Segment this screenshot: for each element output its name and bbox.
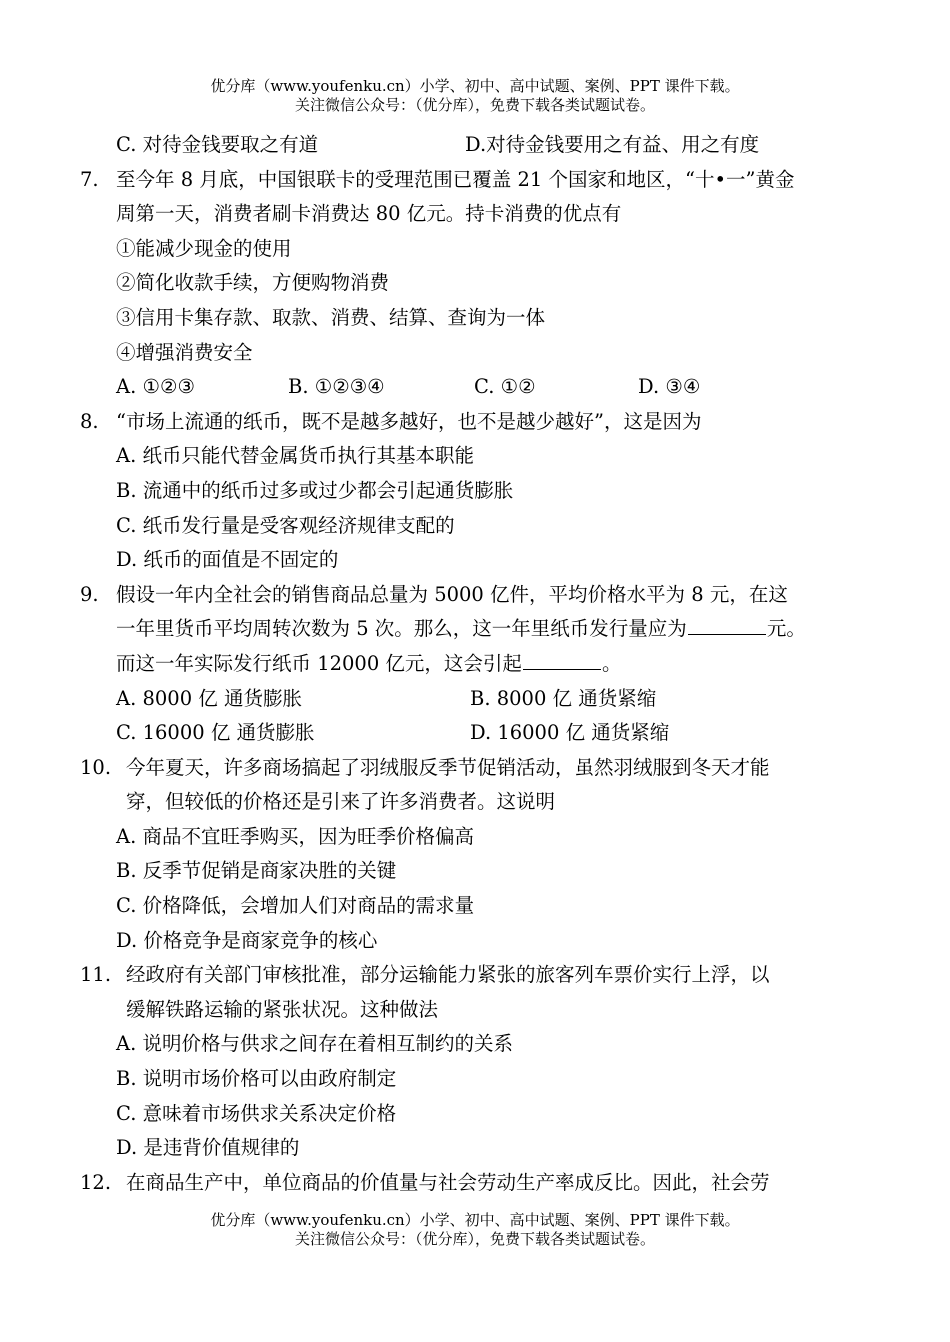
q11-line-2 xyxy=(0,993,950,1028)
q8-option-d: D. 纸币的面值是不固定的 xyxy=(116,548,339,572)
q8-option-a: A. 纸币只能代替金属货币执行其基本职能 xyxy=(116,444,474,468)
q11-option-d: D. 是违背价值规律的 xyxy=(116,1136,300,1160)
header-line-2: 关注微信公众号：（优分库），免费下载各类试题试卷。 xyxy=(294,96,655,114)
q11-option-row-b xyxy=(0,1062,950,1097)
q11-option-row-d xyxy=(0,1131,950,1166)
q10-option-row-b xyxy=(0,854,950,889)
q8-number: 8. xyxy=(80,409,99,433)
q9-option-a: A. 8000 亿 通货膨胀 xyxy=(116,686,303,710)
q11-option-b: B. 说明市场价格可以由政府制定 xyxy=(116,1067,397,1091)
q9-blank-1 xyxy=(688,612,766,635)
q8-option-row-c xyxy=(0,509,950,544)
q9-stem-2 xyxy=(116,612,806,647)
footer-line-1: 优分库（www.youfenku.cn）小学、初中、高中试题、案例、PPT 课件下载。 xyxy=(210,1211,740,1229)
q6-option-c: C. 对待金钱要取之有道 xyxy=(116,133,319,156)
q7-line-1 xyxy=(0,163,950,198)
q9-options-row-2 xyxy=(0,716,950,751)
q6-option-d: D.对待金钱要用之有益、用之有度 xyxy=(465,133,760,156)
q7-stem-1: 至今年 8 月底，中国银联卡的受理范围已覆盖 21 个国家和地区，“十•一”黄金 xyxy=(116,167,795,191)
q8-option-b: B. 流通中的纸币过多或过少都会引起通货膨胀 xyxy=(116,478,514,502)
q7-number: 7. xyxy=(80,167,99,191)
q9-stem-2-text: 一年里货币平均周转次数为 5 次。那么，这一年里纸币发行量应为 xyxy=(116,617,687,641)
q10-number: 10. xyxy=(80,755,112,779)
q9-options-row-1 xyxy=(0,682,950,717)
q9-stem-3-text: 而这一年实际发行纸币 12000 亿元，这会引起 xyxy=(116,651,522,675)
q12-line-1 xyxy=(0,1166,950,1201)
q10-option-a: A. 商品不宜旺季购买，因为旺季价格偏高 xyxy=(116,824,474,848)
q12-number: 12. xyxy=(80,1170,112,1194)
q7-options-row xyxy=(0,370,950,405)
header-line-1: 优分库（www.youfenku.cn）小学、初中、高中试题、案例、PPT 课件下载。 xyxy=(210,77,740,95)
q9-stem-3-tail: 。 xyxy=(601,651,622,675)
q10-option-b: B. 反季节促销是商家决胜的关键 xyxy=(116,859,397,883)
page-header xyxy=(0,77,950,115)
q10-stem-1: 今年夏天，许多商场搞起了羽绒服反季节促销活动，虽然羽绒服到冬天才能 xyxy=(126,755,770,779)
q9-option-d: D. 16000 亿 通货紧缩 xyxy=(470,721,670,745)
q9-option-b: B. 8000 亿 通货紧缩 xyxy=(470,686,657,710)
q7-option-d: D. ③④ xyxy=(638,375,701,399)
question-list xyxy=(0,128,950,1200)
q11-line-1 xyxy=(0,958,950,993)
q8-option-row-b xyxy=(0,474,950,509)
q9-line-3 xyxy=(0,647,950,682)
q7-item-2: ②简化收款手续，方便购物消费 xyxy=(116,271,390,295)
q8-option-row-a xyxy=(0,439,950,474)
q7-line-2 xyxy=(0,197,950,232)
q9-line-1 xyxy=(0,578,950,613)
q11-number: 11. xyxy=(80,963,112,987)
q11-option-a: A. 说明价格与供求之间存在着相互制约的关系 xyxy=(116,1032,513,1056)
q9-stem-2-tail: 元。 xyxy=(766,617,806,641)
q6-options-row xyxy=(0,128,950,163)
q8-stem-1: “市场上流通的纸币，既不是越多越好，也不是越少越好”，这是因为 xyxy=(116,409,702,433)
q7-item-row-3 xyxy=(0,301,950,336)
footer-line-2: 关注微信公众号：（优分库），免费下载各类试题试卷。 xyxy=(294,1230,655,1248)
page-footer xyxy=(0,1211,950,1249)
q10-option-row-c xyxy=(0,889,950,924)
q7-item-row-1 xyxy=(0,232,950,267)
q9-option-c: C. 16000 亿 通货膨胀 xyxy=(116,721,315,745)
q7-item-row-4 xyxy=(0,336,950,371)
q8-option-c: C. 纸币发行量是受客观经济规律支配的 xyxy=(116,513,455,537)
q10-option-row-d xyxy=(0,924,950,959)
q7-option-b: B. ①②③④ xyxy=(288,375,385,399)
q7-item-4: ④增强消费安全 xyxy=(116,340,253,364)
q8-line-1 xyxy=(0,405,950,440)
q10-option-c: C. 价格降低，会增加人们对商品的需求量 xyxy=(116,894,475,918)
q10-stem-2: 穿，但较低的价格还是引来了许多消费者。这说明 xyxy=(126,790,556,814)
q7-item-row-2 xyxy=(0,266,950,301)
q11-option-row-c xyxy=(0,1097,950,1132)
q12-stem-1: 在商品生产中，单位商品的价值量与社会劳动生产率成反比。因此，社会劳 xyxy=(126,1170,770,1194)
q9-stem-1: 假设一年内全社会的销售商品总量为 5000 亿件，平均价格水平为 8 元，在这 xyxy=(116,582,788,606)
q7-option-a: A. ①②③ xyxy=(116,375,195,399)
q9-line-2 xyxy=(0,612,950,647)
q10-line-2 xyxy=(0,785,950,820)
q9-stem-3 xyxy=(116,647,621,682)
q7-item-1: ①能减少现金的使用 xyxy=(116,236,292,260)
q7-option-c: C. ①② xyxy=(474,375,536,399)
q9-blank-2 xyxy=(523,647,601,670)
q7-stem-2: 周第一天，消费者刷卡消费达 80 亿元。持卡消费的优点有 xyxy=(116,202,622,226)
q7-item-3: ③信用卡集存款、取款、消费、结算、查询为一体 xyxy=(116,305,546,329)
q11-option-row-a xyxy=(0,1027,950,1062)
q9-number: 9. xyxy=(80,582,99,606)
q11-stem-1: 经政府有关部门审核批准，部分运输能力紧张的旅客列车票价实行上浮，以 xyxy=(126,963,770,987)
q10-option-d: D. 价格竞争是商家竞争的核心 xyxy=(116,928,378,952)
q10-line-1 xyxy=(0,751,950,786)
q8-option-row-d xyxy=(0,543,950,578)
q10-option-row-a xyxy=(0,820,950,855)
q11-option-c: C. 意味着市场供求关系决定价格 xyxy=(116,1101,397,1125)
q11-stem-2: 缓解铁路运输的紧张状况。这种做法 xyxy=(126,997,439,1021)
